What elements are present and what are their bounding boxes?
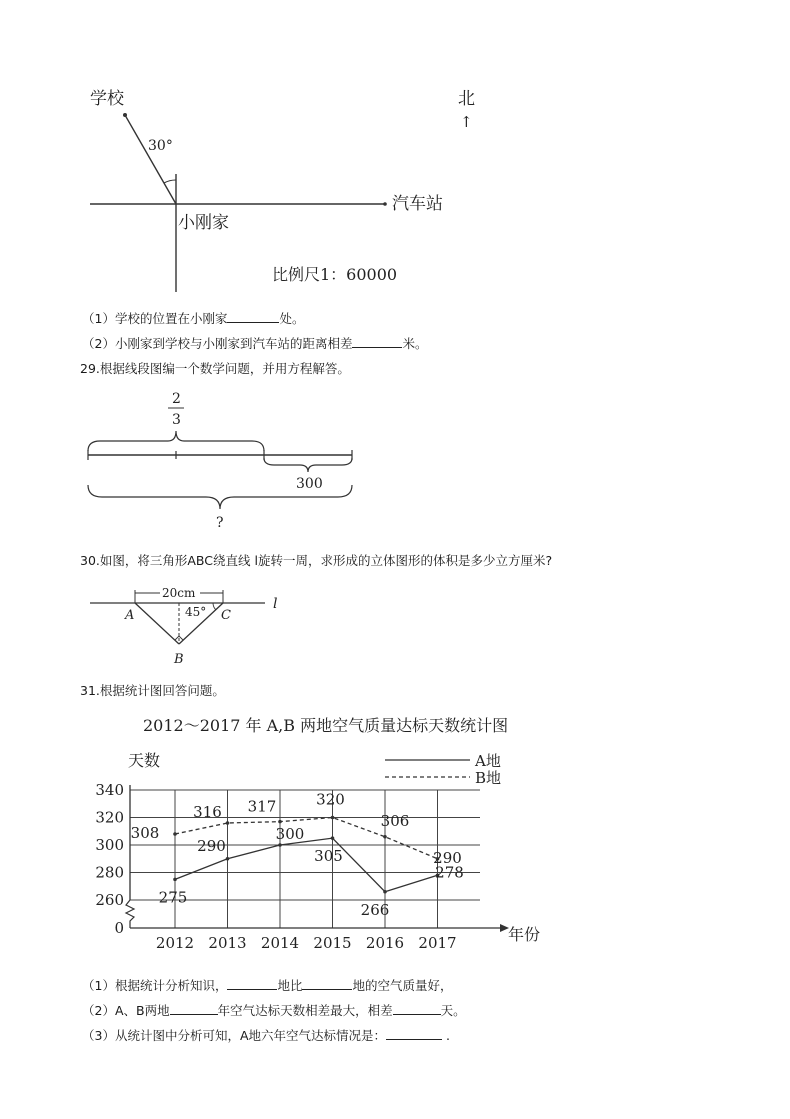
q31-sub1 (82, 976, 453, 994)
series-b-point (331, 816, 335, 820)
series-b-point (173, 832, 177, 836)
segment-value-label: 300 (296, 476, 323, 492)
line-chart (95, 700, 595, 960)
x-tick-label: 2013 (208, 934, 247, 952)
map-school-label: 学校 (90, 89, 124, 109)
map-east-axis-end (383, 202, 387, 206)
series-b-data-label: 308 (130, 824, 160, 842)
map-angle-label: 30° (148, 138, 173, 154)
map-north-label: 北 (458, 89, 475, 109)
chart-xlabel: 年份 (508, 925, 541, 944)
answer-blank[interactable] (170, 1002, 218, 1015)
north-arrow-icon: ↑ (460, 113, 473, 131)
fraction-numerator: 2 (172, 391, 181, 407)
map-home-label: 小刚家 (178, 213, 229, 233)
y-tick-label: 0 (114, 919, 124, 937)
line-l-label: l (273, 596, 278, 612)
series-b-point (226, 821, 230, 825)
unknown-label: ? (216, 515, 224, 531)
triangle-figure (85, 578, 300, 673)
point-a-label: A (125, 608, 135, 623)
answer-blank[interactable] (352, 335, 402, 348)
triangle-side-ab (135, 603, 179, 644)
y-tick-label: 280 (95, 863, 124, 882)
series-a-point (278, 843, 282, 847)
q31-sub2-text3: 天。 (440, 1003, 466, 1018)
map-angle-arc (164, 180, 176, 183)
x-tick-label: 2017 (418, 934, 457, 952)
map-figure (80, 80, 500, 300)
answer-blank[interactable] (386, 1027, 442, 1040)
x-tick-label: 2014 (260, 934, 300, 952)
series-a-point (173, 878, 177, 882)
x-tick-label: 2012 (155, 934, 195, 952)
x-tick-label: 2016 (365, 934, 405, 952)
q31-sub2-text: （2）A、B两地 (82, 1003, 170, 1018)
q28-sub2-text: （2）小刚家到学校与小刚家到汽车站的距离相差 (82, 336, 353, 351)
map-school-line (125, 115, 176, 204)
q31-sub1-text: （1）根据统计分析知识， (82, 978, 228, 993)
answer-blank[interactable] (302, 977, 352, 990)
width-label: 20cm (162, 586, 196, 600)
point-c-label: C (221, 608, 231, 623)
fraction-denominator: 3 (172, 412, 181, 428)
q31-sub1-text2: 地比 (277, 978, 303, 993)
series-a-point (383, 890, 387, 894)
series-a-data-label: 305 (314, 847, 343, 866)
angle-label: 45° (185, 605, 207, 619)
q31-sub3 (82, 1026, 450, 1044)
q28-sub1-text: （1）学校的位置在小刚家 (82, 311, 228, 326)
q31-sub2 (82, 1001, 466, 1019)
map-bus-station-label: 汽车站 (392, 194, 443, 214)
q31-sub3-text: （3）从统计图中分析可知，A地六年空气达标情况是： (82, 1028, 387, 1043)
y-tick-label: 300 (95, 836, 124, 854)
point-b-label: B (174, 652, 184, 667)
q28-sub2-end: 米。 (402, 336, 428, 351)
y-tick-label: 260 (95, 891, 124, 909)
q28-sub1-end: 处。 (279, 311, 305, 326)
top-brace (88, 431, 264, 451)
axis-break-mark (126, 900, 134, 928)
series-a-data-label: 275 (158, 888, 188, 907)
series-a-data-label: 300 (275, 825, 305, 843)
series-b-data-label: 306 (380, 811, 410, 830)
chart-ylabel: 天数 (128, 751, 161, 770)
chart-title: 2012～2017 年 A,B 两地空气质量达标天数统计图 (143, 716, 509, 735)
segment-diagram (80, 385, 370, 535)
angle-arc (213, 603, 216, 610)
series-b-data-label: 316 (193, 803, 222, 821)
map-scale-label: 比例尺1：60000 (272, 265, 398, 284)
series-a-data-label: 278 (435, 863, 464, 882)
y-tick-label: 320 (95, 808, 124, 827)
y-tick-label: 340 (95, 781, 124, 799)
series-b-point (383, 835, 387, 839)
legend-a-label: A地 (475, 752, 501, 770)
series-b-point (278, 820, 282, 824)
q30-prompt: 30.如图，将三角形ABC绕直线 l旋转一周，求形成的立体图形的体积是多少立方厘米? (80, 553, 553, 568)
series-b-data-label: 290 (433, 848, 462, 867)
q31-sub2-text2: 年空气达标天数相差最大，相差 (217, 1003, 393, 1018)
series-b-data-label: 317 (247, 797, 277, 816)
q28-sub1 (82, 309, 304, 327)
q31-sub3-text2: . (442, 1028, 450, 1043)
series-b-data-label: 320 (316, 790, 345, 809)
q29-prompt: 29.根据线段图编一个数学问题，并用方程解答。 (80, 361, 350, 376)
answer-blank[interactable] (227, 310, 279, 323)
answer-blank[interactable] (393, 1002, 441, 1015)
small-brace (264, 458, 352, 472)
q28-sub2 (82, 334, 427, 352)
x-tick-label: 2015 (313, 934, 352, 952)
legend-b-label: B地 (475, 769, 502, 787)
school-point (123, 113, 127, 117)
series-a-point (226, 857, 230, 861)
answer-blank[interactable] (227, 977, 277, 990)
q31-prompt: 31.根据统计图回答问题。 (80, 683, 225, 698)
series-a-point (331, 836, 335, 840)
series-a-data-label: 290 (197, 836, 226, 855)
series-a-data-label: 266 (360, 900, 390, 919)
q31-sub1-text3: 地的空气质量好， (352, 978, 453, 993)
